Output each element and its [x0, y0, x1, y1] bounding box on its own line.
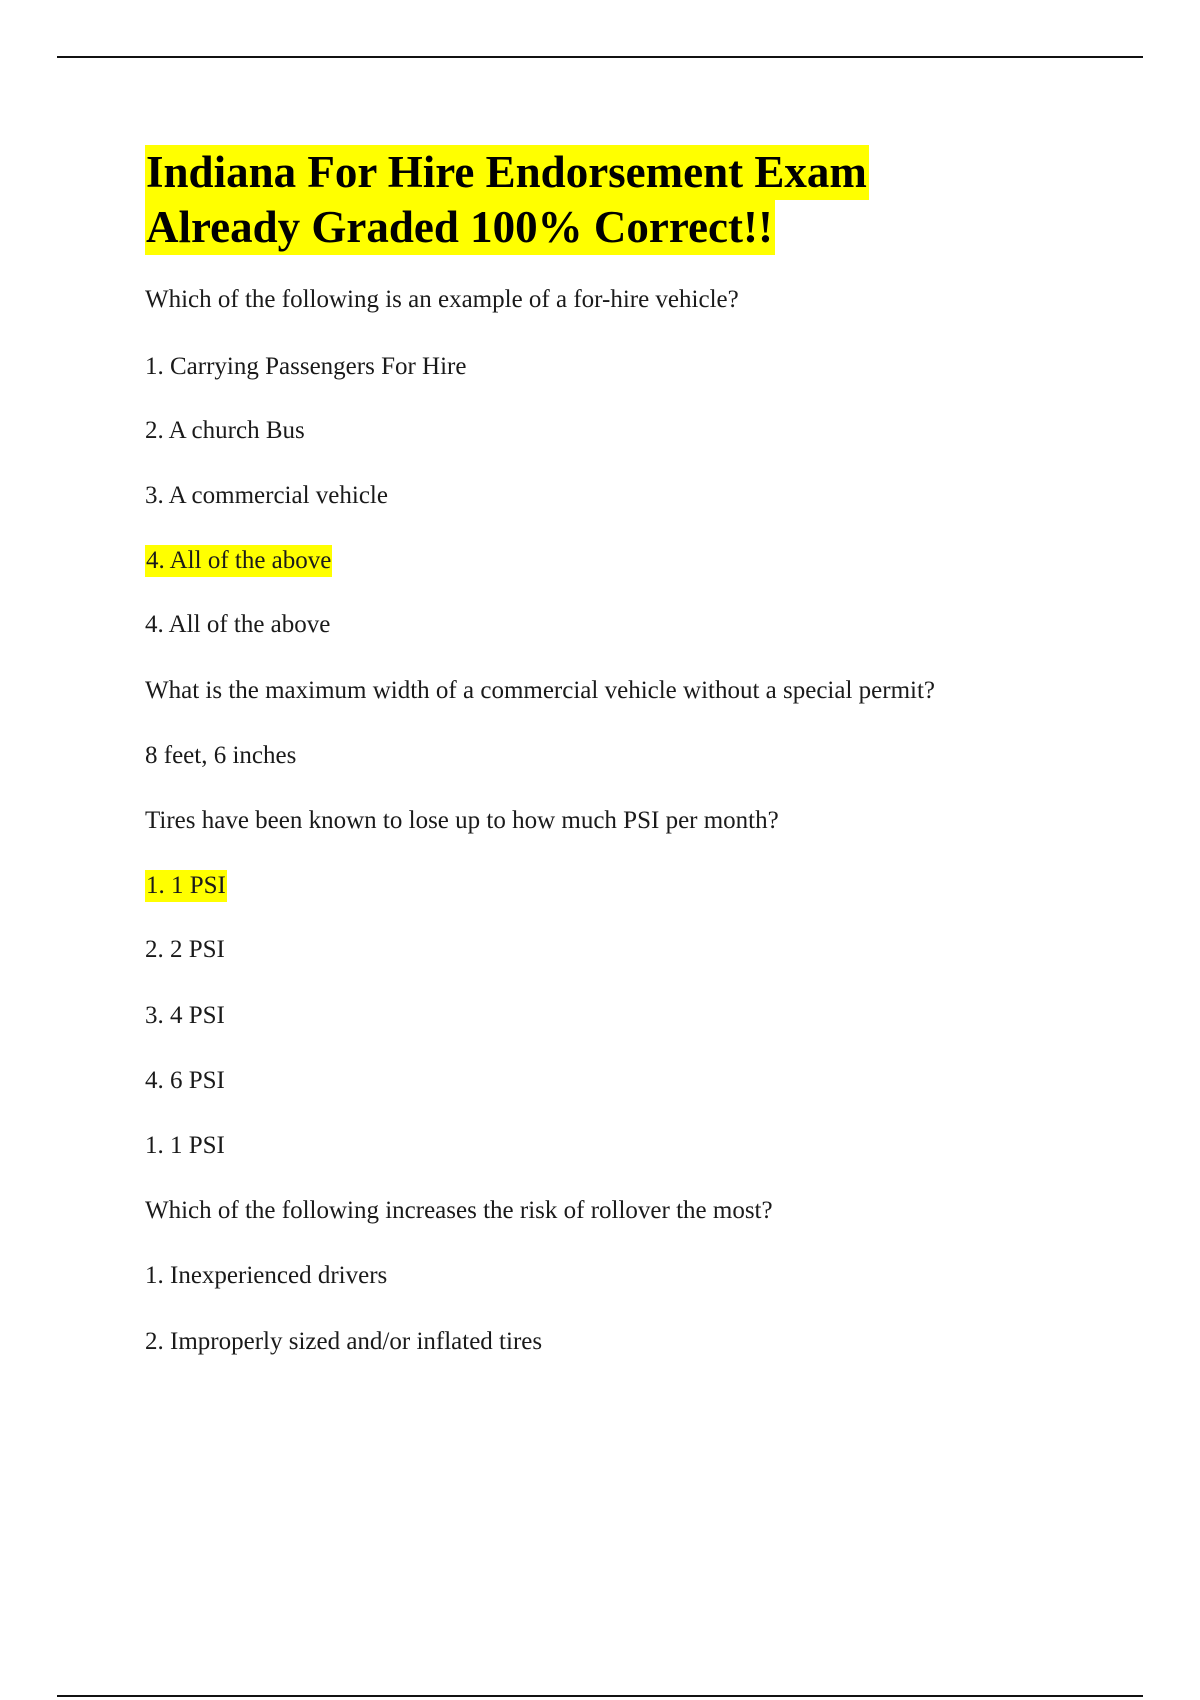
question-4-option-2: 2. Improperly sized and/or inflated tires — [145, 1328, 543, 1355]
question-3-option-4: 4. 6 PSI — [145, 1067, 225, 1094]
question-2-answer: 8 feet, 6 inches — [145, 742, 297, 769]
question-3-option-3: 3. 4 PSI — [145, 1002, 225, 1029]
question-1-option-3: 3. A commercial vehicle — [145, 482, 388, 509]
question-1-answer: 4. All of the above — [145, 611, 331, 638]
question-4: Which of the following increases the risk of rollover the most? — [145, 1197, 773, 1224]
document-title — [145, 145, 869, 255]
highlighted-option: 1. 1 PSI — [145, 870, 227, 902]
document-title-line-1: Indiana For Hire Endorsement Exam — [145, 145, 869, 200]
footer-rule — [57, 1695, 1143, 1697]
question-1-option-2: 2. A church Bus — [145, 417, 305, 444]
question-3-option-1 — [145, 871, 227, 901]
header-rule — [57, 56, 1143, 58]
highlighted-option: 4. All of the above — [145, 545, 332, 577]
question-1-option-4 — [145, 546, 332, 576]
question-2: What is the maximum width of a commercial vehicle without a special permit? — [145, 677, 936, 704]
document-title-line-2: Already Graded 100% Correct!! — [145, 200, 775, 255]
question-1-option-1: 1. Carrying Passengers For Hire — [145, 353, 467, 380]
question-3: Tires have been known to lose up to how much PSI per month? — [145, 807, 779, 834]
question-1: Which of the following is an example of a for-hire vehicle? — [145, 286, 739, 313]
question-4-option-1: 1. Inexperienced drivers — [145, 1262, 388, 1289]
question-3-option-2: 2. 2 PSI — [145, 936, 225, 963]
question-3-answer: 1. 1 PSI — [145, 1132, 225, 1159]
